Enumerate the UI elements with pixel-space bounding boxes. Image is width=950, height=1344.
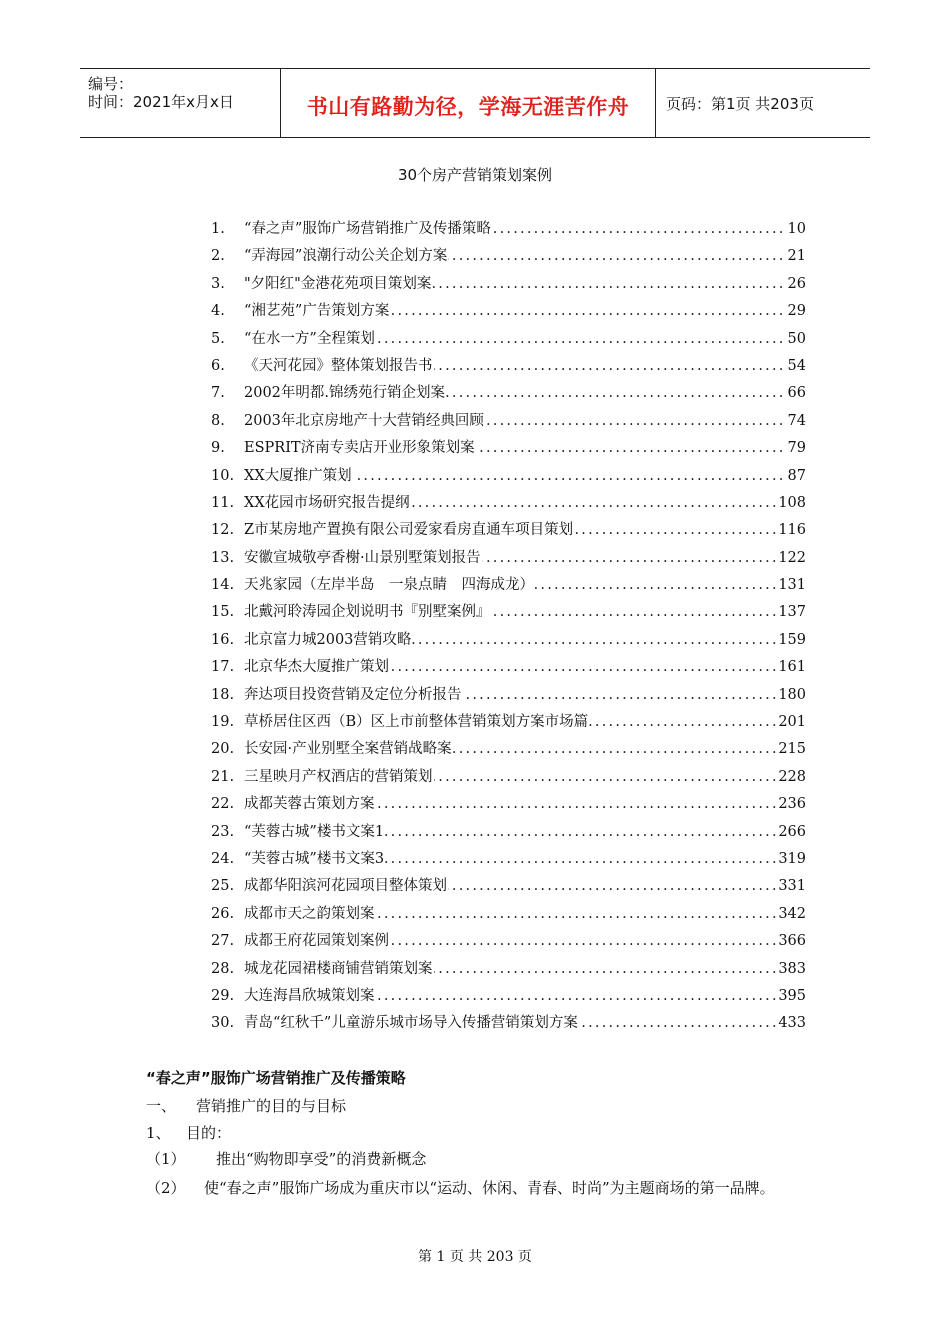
header-page-cell [656,69,870,137]
paragraph-item-2 [146,1174,816,1203]
toc-entry-page: 122 [777,547,806,569]
toc-entry[interactable] [211,465,806,492]
header-page-info: 页码：第1页 共203页 [666,95,814,113]
toc-entry-number: 30. [211,1015,235,1032]
toc-entry-title: “芙蓉古城”楼书文案3 [244,850,385,867]
toc-entry[interactable] [211,601,806,628]
toc-entry-title: Z市某房地产置换有限公司爱家看房直通车项目策划 [244,522,574,539]
toc-entry-line [244,519,806,541]
toc-entry[interactable] [211,218,806,245]
toc-entry-title: “弄海园”浪潮行动公关企划方案 [244,248,448,265]
toc-entry-number: 2. [211,248,225,265]
toc-entry-line [244,574,806,596]
toc-entry-number: 19. [211,714,235,731]
toc-entry-number: 16. [211,631,235,648]
toc-entry[interactable] [211,738,806,765]
toc-entry[interactable] [211,793,806,820]
toc-entry-number: 27. [211,933,235,950]
toc-entry-page: 116 [777,519,806,541]
toc-entry-number: 5. [211,330,225,347]
toc-entry-line [244,1012,806,1034]
toc-entry-page: 66 [787,382,806,404]
toc-entry-line [244,355,806,377]
toc-entry-page: 87 [787,465,806,487]
item-number: （1） [146,1150,186,1168]
toc-entry-page: 50 [787,328,806,350]
toc-entry-page: 74 [787,410,806,432]
document-title: 30个房产营销策划案例 [397,166,553,184]
toc-entry[interactable] [211,519,806,546]
section-title: “春之声”服饰广场营销推广及传播策略 [146,1069,406,1087]
toc-entry-number: 23. [211,823,235,840]
toc-entry[interactable] [211,410,806,437]
toc-entry-page: 137 [777,601,806,623]
toc-entry-title: 草桥居住区西（B）区上市前整体营销策划方案市场篇 [244,714,589,731]
toc-entry-line [244,629,806,651]
toc-entry-line [244,985,806,1007]
document-header [80,68,870,138]
toc-entry-title: 成都王府花园策划案例 [244,933,389,950]
toc-entry[interactable] [211,821,806,848]
toc-entry-number: 10. [211,467,235,484]
document-date-label: 时间：2021年x月x日 [88,93,234,111]
toc-entry-number: 6. [211,357,225,374]
toc-entry-page: 159 [777,629,806,651]
toc-entry[interactable] [211,328,806,355]
toc-entry-title: 成都芙蓉古策划方案 [244,796,375,813]
toc-entry-line [244,738,806,760]
toc-entry-page: 29 [787,300,806,322]
toc-entry-title: 天兆家园（左岸半岛 一泉点睛 四海成龙） [244,577,534,594]
toc-entry-line [244,848,806,870]
toc-entry-line [244,793,806,815]
toc-entry-title: XX大厦推广策划 [244,467,352,484]
toc-entry[interactable] [211,245,806,272]
toc-entry-page: 228 [777,766,806,788]
toc-entry-title: 北戴河聆涛园企划说明书『别墅案例』 [244,604,491,621]
toc-entry[interactable] [211,437,806,464]
toc-entry-line [244,300,806,322]
toc-entry[interactable] [211,903,806,930]
toc-entry-title: “春之声”服饰广场营销推广及传播策略 [244,221,491,237]
toc-entry-page: 54 [787,355,806,377]
toc-entry-number: 17. [211,659,235,676]
toc-entry-title: 成都华阳滨河花园项目整体策划 [244,878,447,895]
toc-entry-title: 三星映月产权酒店的营销策划 [244,768,433,785]
toc-entry-number: 28. [211,960,235,977]
item-number: （2） [146,1179,186,1197]
header-motto: 书山有路勤为径，学海无涯苦作舟 [306,95,630,119]
toc-entry-number: 15. [211,604,235,621]
toc-entry[interactable] [211,492,806,519]
item-text: 使“春之声”服饰广场成为重庆市以“运动、休闲、青春、时尚”为主题商场的第一品牌。 [204,1179,775,1197]
subheading-text: 目的： [186,1124,232,1142]
toc-entry-title: "夕阳红"金港花苑项目策划案 [244,275,432,292]
toc-entry[interactable] [211,684,806,711]
toc-entry[interactable] [211,547,806,574]
table-of-contents [211,218,806,1040]
toc-entry[interactable] [211,985,806,1012]
toc-entry[interactable] [211,382,806,409]
toc-entry[interactable] [211,1012,806,1039]
toc-entry-title: 长安园·产业别墅全案营销战略案 [244,741,452,758]
toc-entry[interactable] [211,273,806,300]
toc-entry-page: 331 [777,875,806,897]
toc-entry-number: 20. [211,741,235,758]
item-text: 推出“购物即享受”的消费新概念 [216,1150,427,1168]
paragraph-item-1 [146,1147,426,1171]
toc-entry-page: 131 [777,574,806,596]
toc-entry-page: 342 [777,903,806,925]
toc-entry-page: 395 [777,985,806,1007]
document-number-label: 编号： [88,75,134,93]
toc-entry-number: 25. [211,878,235,895]
toc-entry-title: ESPRIT济南专卖店开业形象策划案 [244,440,475,457]
toc-entry-title: “芙蓉古城”楼书文案1 [244,823,385,840]
paragraph-subheading-1 [146,1121,231,1145]
toc-entry-line [244,245,806,267]
toc-entry-page: 10 [787,218,806,240]
toc-entry-page: 266 [777,821,806,843]
toc-entry-line [244,410,806,432]
toc-entry-number: 8. [211,412,225,429]
toc-entry-page: 180 [777,684,806,706]
toc-entry-title: 北京华杰大厦推广策划 [244,659,389,676]
toc-entry-line [244,875,806,897]
toc-entry-line [244,218,806,240]
subheading-number: 1、 [146,1124,171,1142]
toc-entry-title: 城龙花园裙楼商铺营销策划案 [244,960,433,977]
toc-entry-title: “湘艺苑”广告策划方案 [244,303,390,320]
toc-entry-number: 1. [211,221,225,237]
toc-entry-line [244,328,806,350]
toc-entry-number: 18. [211,686,235,703]
toc-entry-line [244,492,806,514]
toc-entry-title: 青岛“红秋千”儿童游乐城市场导入传播营销策划方案 [244,1015,578,1032]
toc-entry[interactable] [211,711,806,738]
toc-entry-number: 21. [211,768,235,785]
toc-entry-title: “在水一方”全程策划 [244,330,375,347]
toc-entry-title: XX花园市场研究报告提纲 [244,494,410,511]
toc-entry-line [244,903,806,925]
toc-entry-page: 108 [777,492,806,514]
toc-entry-page: 161 [777,656,806,678]
toc-entry-title: 2002年明都.锦绣苑行销企划案 [244,385,446,402]
heading-number: 一、 [146,1097,177,1115]
toc-entry-number: 7. [211,385,225,402]
toc-entry-line [244,821,806,843]
page-footer: 第 1 页 共 203 页 [418,1249,532,1265]
toc-entry-line [244,465,806,487]
toc-entry-number: 11. [211,494,235,511]
toc-entry[interactable] [211,629,806,656]
toc-entry-page: 215 [777,738,806,760]
toc-entry-number: 9. [211,440,225,457]
toc-entry-number: 3. [211,275,225,292]
toc-entry-line [244,601,806,623]
toc-entry-title: 安徽宣城敬亭香榭·山景别墅策划报告 [244,549,481,566]
toc-entry-line [244,766,806,788]
toc-entry-line [244,273,806,295]
toc-entry-title: 2003年北京房地产十大营销经典回顾 [244,412,484,429]
toc-entry-page: 319 [777,848,806,870]
heading-text: 营销推广的目的与目标 [196,1097,347,1115]
paragraph-heading-1 [146,1094,346,1118]
toc-entry-number: 26. [211,905,235,922]
toc-entry-line [244,930,806,952]
toc-entry-line [244,958,806,980]
toc-entry[interactable] [211,875,806,902]
toc-entry[interactable] [211,574,806,601]
toc-entry-title: 大连海昌欣城策划案 [244,987,375,1004]
toc-entry-title: 奔达项目投资营销及定位分析报告 [244,686,462,703]
toc-entry-number: 12. [211,522,235,539]
toc-entry[interactable] [211,958,806,985]
toc-entry-line [244,684,806,706]
toc-entry-page: 433 [777,1012,806,1034]
toc-entry-line [244,437,806,459]
toc-entry[interactable] [211,848,806,875]
toc-entry-page: 26 [787,273,806,295]
toc-entry-page: 383 [777,958,806,980]
toc-entry-title: 成都市天之韵策划案 [244,905,375,922]
toc-entry-page: 79 [787,437,806,459]
header-motto-cell [280,69,656,137]
toc-entry-number: 14. [211,577,235,594]
header-meta-cell [80,69,280,137]
toc-entry-title: 北京富力城2003营销攻略 [244,631,412,648]
toc-entry-number: 24. [211,850,235,867]
toc-entry-number: 22. [211,796,235,813]
toc-entry-line [244,382,806,404]
toc-entry[interactable] [211,656,806,683]
toc-entry-page: 236 [777,793,806,815]
toc-entry-line [244,547,806,569]
toc-entry-page: 201 [777,711,806,733]
toc-entry[interactable] [211,930,806,957]
toc-entry[interactable] [211,766,806,793]
toc-entry-number: 13. [211,549,235,566]
toc-entry-title: 《天河花园》整体策划报告书 [244,357,433,374]
toc-entry-page: 21 [787,245,806,267]
toc-entry-line [244,711,806,733]
toc-entry-number: 29. [211,987,235,1004]
toc-entry-page: 366 [777,930,806,952]
toc-entry[interactable] [211,355,806,382]
toc-entry[interactable] [211,300,806,327]
toc-entry-line [244,656,806,678]
toc-entry-number: 4. [211,303,225,320]
